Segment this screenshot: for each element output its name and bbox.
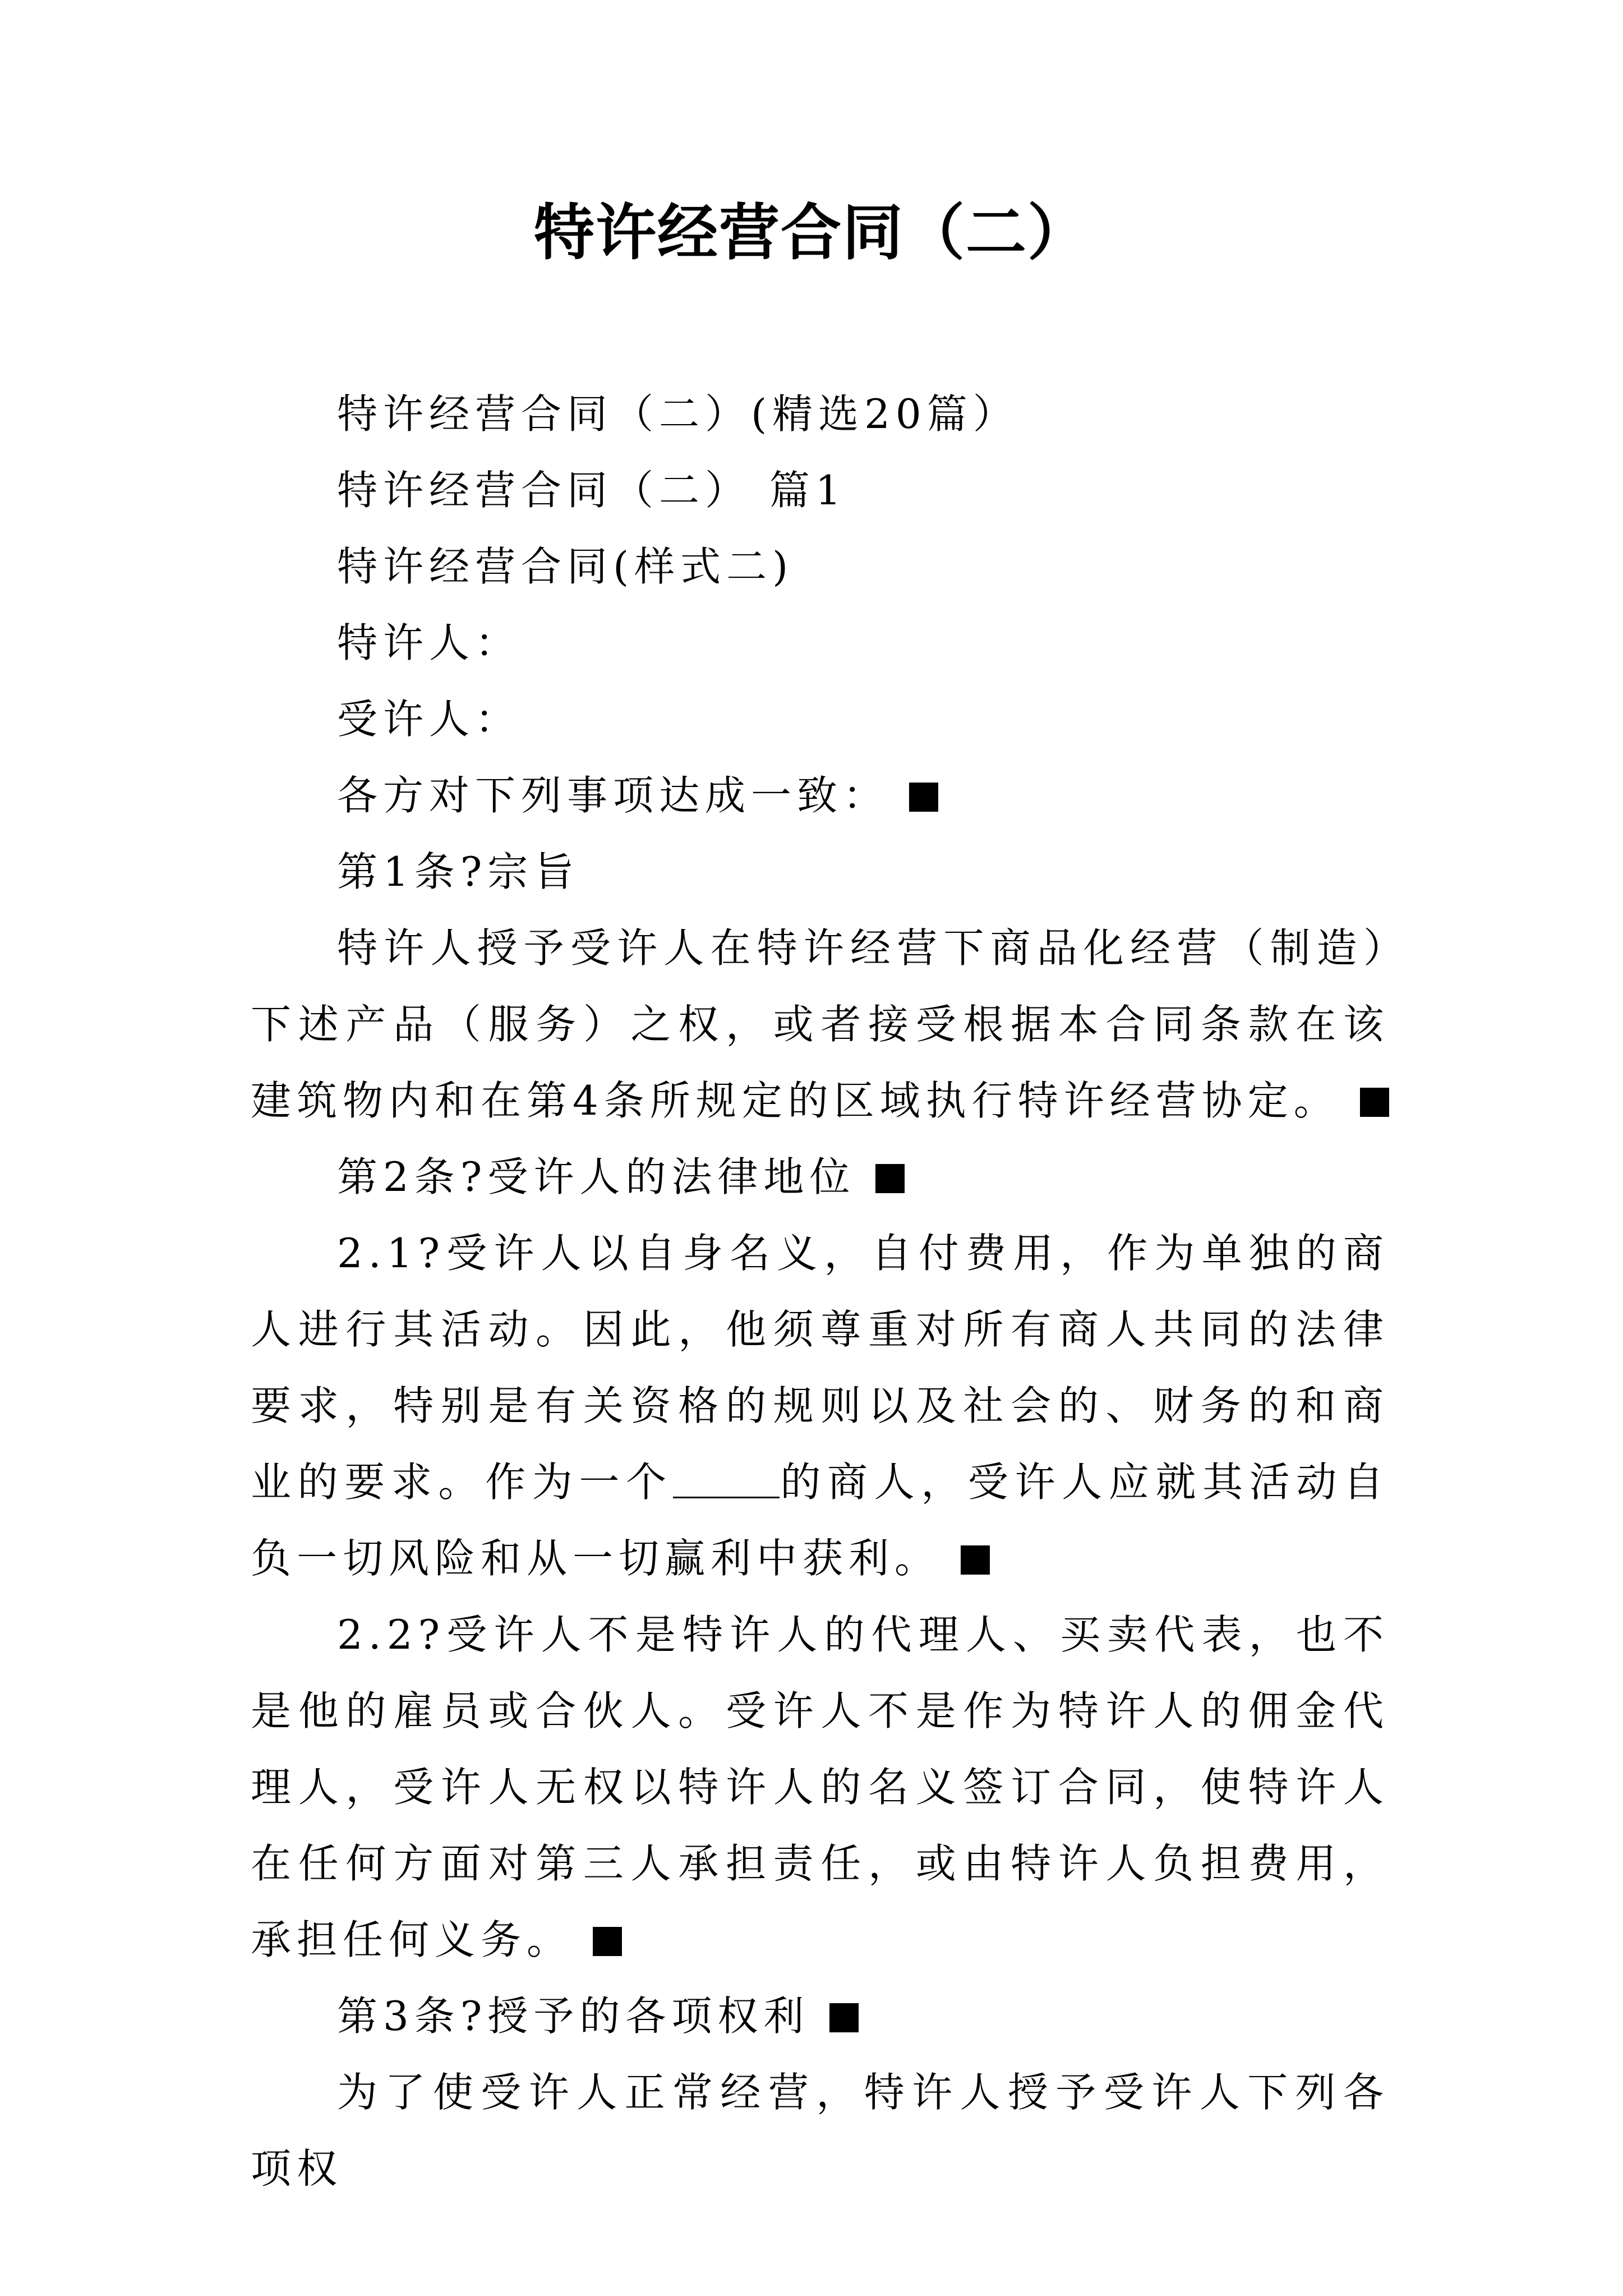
black-square-icon: [909, 783, 938, 812]
form-title: 特许经营合同(样式二): [337, 543, 794, 590]
clause-1-heading: 第1条?宗旨: [337, 848, 580, 895]
clause-2-heading: 第2条?受许人的法律地位: [337, 1153, 856, 1200]
clause-3-body: 为了使受许人正常经营，特许人授予受许人下列各项权: [251, 2069, 1389, 2192]
franchisee-label: 受许人：: [337, 696, 522, 743]
document-body: [251, 376, 1389, 2207]
black-square-icon: [961, 1545, 990, 1575]
clause-3-heading: 第3条?授予的各项权利: [337, 1993, 810, 2040]
clause-2-heading-line: [251, 1139, 1389, 1215]
article-heading: 特许经营合同（二） 篇1: [337, 467, 847, 514]
clause-2-2: [251, 1596, 1389, 1978]
clause-2-2-text: 2.2?受许人不是特许人的代理人、买卖代表，也不是他的雇员或合伙人。受许人不是作为特许人的佣金代理人，受许人无权以特许人的名义签订合同，使特许人在任何方面对第三人承担责任，或由特许人负担费用，承担任何义务。: [251, 1611, 1389, 1963]
clause-2-1-text-after-blank: 的商人，受许人应就其活动自负一切风险和从一切赢利中获利。: [251, 1458, 1389, 1582]
black-square-icon: [875, 1164, 905, 1193]
clause-2-1: [251, 1215, 1389, 1596]
document-title: 特许经营合同（二）: [533, 197, 1089, 268]
clause-1-body-text: 特许人授予受许人在特许经营下商品化经营（制造）下述产品（服务）之权，或者接受根据本合同条款在该建筑物内和在第4条所规定的区域执行特许经营协定。: [251, 924, 1389, 1124]
agreement-intro-line: [251, 757, 1389, 834]
clause-2-1-text-before-blank: 2.1?受许人以自身名义，自付费用，作为单独的商人进行其活动。因此，他须尊重对所有商人共同的法律要求，特别是有关资格的规则以及社会的、财务的和商业的要求。作为一个: [251, 1230, 1389, 1506]
fill-in-blank: [673, 1465, 780, 1498]
black-square-icon: [1360, 1088, 1389, 1117]
agreement-intro-text: 各方对下列事项达成一致：: [337, 772, 889, 819]
collection-heading: 特许经营合同（二）(精选20篇）: [337, 390, 1019, 438]
black-square-icon: [593, 1927, 622, 1956]
clause-3-heading-line: [251, 1978, 1389, 2054]
franchisor-label: 特许人：: [337, 619, 522, 666]
clause-1-body: [251, 910, 1389, 1139]
black-square-icon: [829, 2003, 859, 2032]
